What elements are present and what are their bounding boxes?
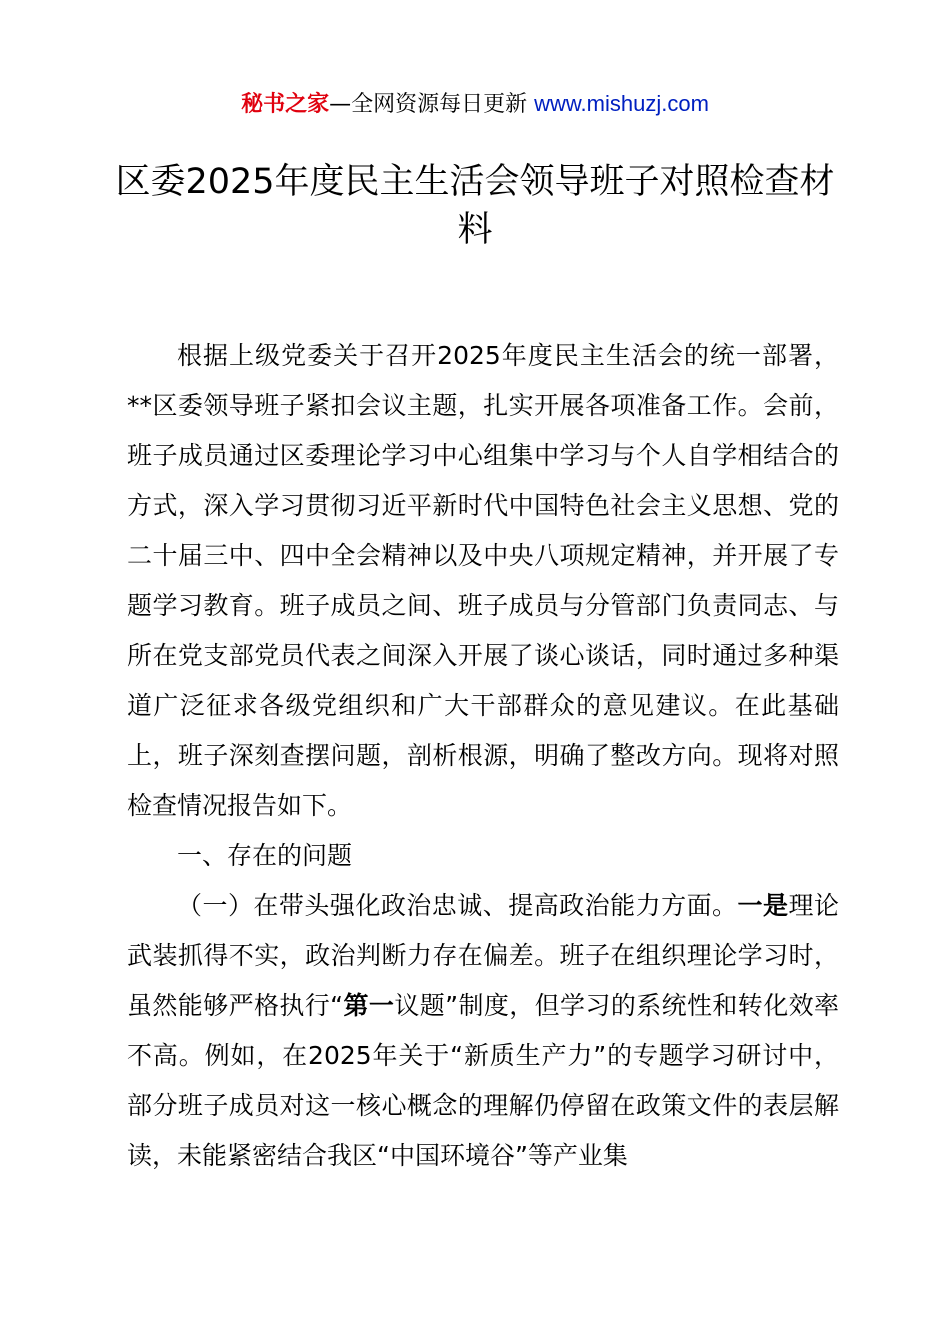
intro-paragraph: 根据上级党委关于召开2025年度民主生活会的统一部署，**区委领导班子紧扣会议主题，扎实开展各项准备工作。会前，班子成员通过区委理论学习中心组集中学习与个人自学相结合的方式，深入学习贯彻习近平新时代中国特色社会主义思想、党的二十届三中、四中全会精神以及中央八项规定精神，并开展了专题学习教育。班子成员之间、班子成员与分管部门负责同志、与所在党支部党员代表之间深入开展了谈心谈话，同时通过多种渠道广泛征求各级党组织和广大干部群众的意见建议。在此基础上，班子深刻查摆问题，剖析根源，明确了整改方向。现将对照检查情况报告如下。 — [127, 341, 839, 820]
subsection-text-b: 议题”制度，但学习的系统性和转化效率不高。例如，在2025年关于“新质生产力”的专题学习研讨中，部分班子成员对这一核心概念的理解仍停留在政策文件的表层解读，未能紧密结合我区“中国环境谷”等产业集 — [127, 991, 839, 1170]
subsection-lead: （一）在带头强化政治忠诚、提高政治能力方面。 — [177, 891, 738, 920]
document-body — [127, 331, 839, 1181]
subsection-text-a: 理论武装抓得不实，政治判断力存在偏差。班子在组织理论学习时，虽然能够严格执行“ — [127, 891, 839, 1020]
brand-name[interactable]: 秘书之家 — [241, 92, 330, 117]
site-url-link[interactable]: www.mishuzj.com — [534, 91, 709, 116]
section-heading-problems: 一、存在的问题 — [177, 841, 353, 870]
emphasis-text: 第一 — [343, 991, 395, 1020]
document-title: 区委2025年度民主生活会领导班子对照检查材料 — [115, 162, 835, 250]
site-header — [0, 88, 950, 121]
point-label: 一是 — [737, 891, 789, 920]
subsection-paragraph — [127, 881, 839, 1181]
header-tagline: —全网资源每日更新 — [329, 92, 528, 117]
